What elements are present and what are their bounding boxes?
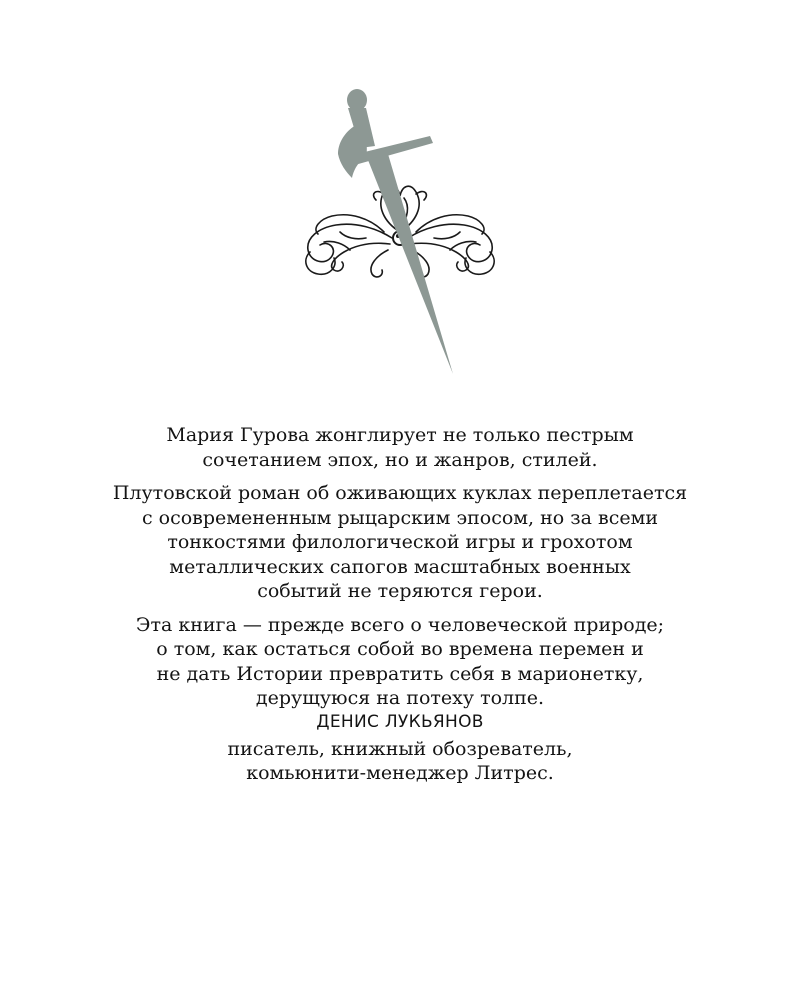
blurb-line: Эта книга — прежде всего о человеческой природе;	[135, 613, 665, 636]
dagger-emblem	[280, 82, 520, 382]
blurb	[60, 423, 740, 720]
blurb-line: дерущуюся на потеху толпе.	[255, 687, 545, 709]
blurb-line: Мария Гурова жонглирует не только пестрым	[166, 424, 634, 446]
blurb-paragraph-3	[60, 613, 740, 711]
dagger-pommel	[347, 89, 367, 111]
blurb-line: о том, как остаться собой во времена перемен и	[156, 638, 644, 660]
signature-role-line: писатель, книжный обозреватель,	[227, 737, 573, 760]
blurb-line: сочетанием эпох, но и жанров, стилей.	[202, 448, 598, 471]
blurb-paragraph-2	[60, 481, 740, 604]
blurb-line: тонкостями филологической игры и грохотом	[167, 531, 633, 553]
ornament-left-scroll	[306, 215, 392, 277]
dagger-with-ornament-icon	[280, 82, 520, 382]
blurb-line: металлических сапогов масштабных военных	[169, 555, 631, 578]
blurb-line: событий не теряются герои.	[257, 580, 543, 602]
signature	[60, 710, 740, 786]
blurb-line: Плутовской роман об оживающих куклах переплетается	[112, 482, 688, 504]
dagger-tassel	[338, 124, 367, 178]
blurb-line: не дать Истории превратить себя в марионетку,	[156, 662, 644, 685]
blurb-line: с осовремененным рыцарским эпосом, но за всеми	[141, 506, 659, 529]
signature-role-line: комьюнити-менеджер Литрес.	[246, 762, 554, 784]
signature-name: ДЕНИС ЛУКЬЯНОВ	[316, 712, 484, 732]
blurb-paragraph-1	[60, 423, 740, 472]
